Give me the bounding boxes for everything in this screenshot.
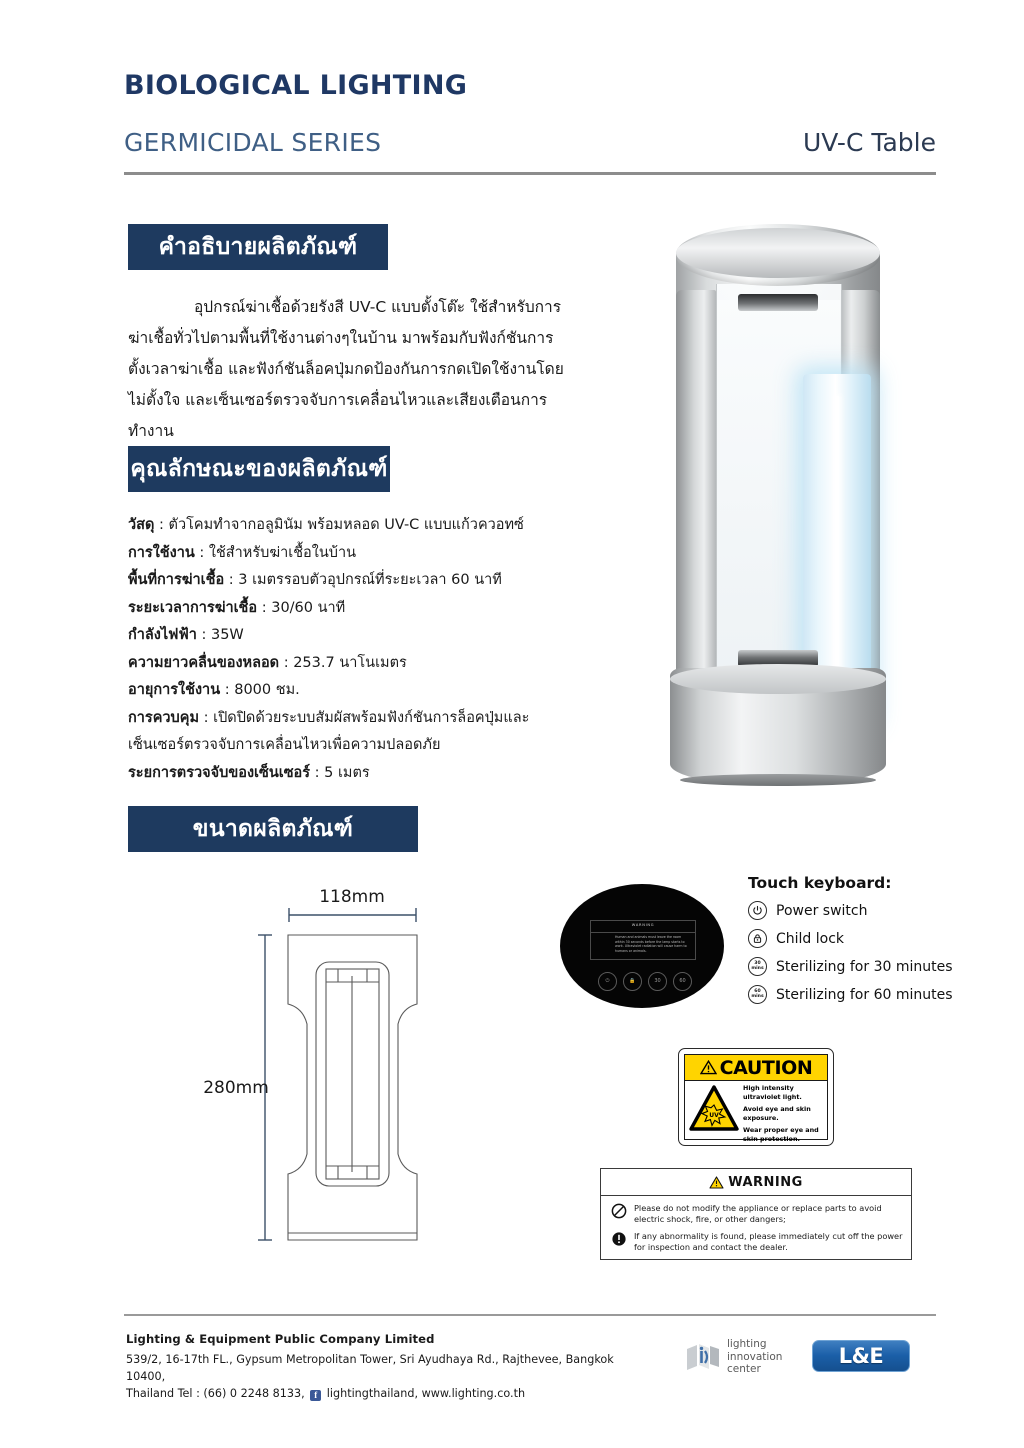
warning-triangle-icon <box>709 1176 724 1189</box>
panel-warning-title: WARNING <box>631 923 655 927</box>
lighting-innovation-center-logo <box>686 1338 782 1376</box>
feature-value: : ตัวโคมทำจากอลูมินัม พร้อมหลอด UV-C แบบแก้วควอทซ์ <box>154 517 524 533</box>
feature-value: : 35W <box>196 627 244 643</box>
width-label: 118mm <box>319 887 385 907</box>
touch-keyboard-row-timer-30 <box>748 957 953 976</box>
feature-label: ความยาวคลื่นของหลอด <box>128 654 280 671</box>
uv-tube-top-cap <box>738 294 818 311</box>
feature-item <box>128 677 578 705</box>
feature-value: : ใช้สำหรับฆ่าเชื้อในบ้าน <box>194 544 356 561</box>
series-subtitle: GERMICIDAL SERIES <box>124 128 382 157</box>
section-banner-features: คุณลักษณะของผลิตภัณฑ์ <box>128 446 390 492</box>
exclamation-icon <box>611 1231 627 1247</box>
panel-timer-60-button[interactable]: 60 <box>673 972 692 991</box>
model-name: UV-C Table <box>802 128 936 157</box>
feature-item <box>128 760 578 788</box>
warning-item-abnormality <box>611 1231 903 1252</box>
power-icon <box>748 901 767 920</box>
feature-item <box>128 540 578 568</box>
lamp-glass-window <box>716 284 842 682</box>
touch-keyboard-title: Touch keyboard: <box>748 874 892 892</box>
footer-social-web: lightingthailand, www.lighting.co.th <box>326 1387 526 1400</box>
lic-line-2: innovation <box>727 1350 783 1363</box>
touch-keyboard-row-child-lock <box>748 929 844 948</box>
panel-lock-button[interactable]: 🔒 <box>623 972 642 991</box>
warning-box <box>600 1168 912 1260</box>
footer-company-name: Lighting & Equipment Public Company Limited <box>126 1332 435 1346</box>
dimension-svg <box>176 884 466 1264</box>
footer-tel: Thailand Tel : (66) 0 2248 8133, <box>126 1387 305 1400</box>
feature-value: : เปิดปิดด้วยระบบสัมผัสพร้อมฟังก์ชันการล็อคปุ่มและเซ็นเซอร์ตรวจจับการเคลื่อนไหวเพื่อความปลอดภัย <box>128 709 530 753</box>
touch-keyboard-label: Sterilizing for 60 minutes <box>776 986 953 1003</box>
warning-item-text: If any abnormality is found, please immediately cut off the power for inspection and contact the dealer. <box>634 1231 903 1252</box>
feature-item <box>128 567 578 595</box>
uv-hazard-symbol <box>688 1083 740 1135</box>
caution-label <box>678 1048 834 1146</box>
prohibition-icon <box>611 1203 627 1219</box>
feature-item <box>128 595 578 623</box>
uv-tube-filament <box>836 396 839 696</box>
lic-wordmark <box>727 1338 782 1376</box>
feature-label: พื้นที่การฆ่าเชื้อ <box>128 572 225 588</box>
timer-60-icon <box>748 985 767 1004</box>
feature-label: การใช้งาน <box>128 544 195 561</box>
caution-line: Wear proper eye and skin protection. <box>743 1126 819 1143</box>
footer-address-line1: 539/2, 16-17th FL., Gypsum Metropolitan Tower, Sri Ayudhaya Rd., Rajthevee, Bangkok 10400, <box>126 1353 614 1383</box>
panel-timer-30-button[interactable]: 30 <box>648 972 667 991</box>
timer-60-glyph: 60 mins <box>751 988 764 999</box>
dimension-drawing <box>176 884 466 1264</box>
feature-label: วัสดุ <box>128 517 155 533</box>
page-title: BIOLOGICAL LIGHTING <box>124 70 468 101</box>
lamp-foot <box>680 774 876 786</box>
touch-keyboard-row-power <box>748 901 867 920</box>
description-paragraph: อุปกรณ์ฆ่าเชื้อด้วยรังสี UV-C แบบตั้งโต๊ะ ใช้สำหรับการฆ่าเชื้อทั่วไปตามพื้นที่ใช้งานต่างๆในบ้าน มาพร้อมกับฟังก์ชันการตั้งเวลาฆ่าเชื้อ และฟังก์ชันล็อคปุ่มกดป้องกันการกดเปิดใช้งานโดยไม่ตั้งใจ และเซ็นเซอร์ตรวจจับการเคลื่อนไหวและเสียงเตือนการทำงาน <box>128 298 564 440</box>
feature-label: ระยการตรวจจับของเซ็นเซอร์ <box>128 764 311 781</box>
touch-keyboard-row-timer-60 <box>748 985 953 1004</box>
timer-30-glyph: 30 mins <box>751 960 764 971</box>
height-label: 280mm <box>203 1078 269 1098</box>
lic-line-1: lighting <box>727 1338 767 1350</box>
section-banner-dimensions: ขนาดผลิตภัณฑ์ <box>128 806 418 852</box>
touch-keyboard-label: Child lock <box>776 930 845 947</box>
feature-value: : 253.7 นาโนเมตร <box>279 654 407 671</box>
panel-warning-box <box>590 920 696 960</box>
caution-heading: CAUTION <box>719 1056 813 1079</box>
section-banner-description: คำอธิบายผลิตภัณฑ์ <box>128 224 388 270</box>
feature-value: : 3 เมตรรอบตัวอุปกรณ์ที่ระยะเวลา 60 นาที <box>224 572 502 588</box>
feature-value: : 30/60 นาที <box>257 599 346 616</box>
touch-keyboard-label: Power switch <box>776 902 868 919</box>
timer-30-icon <box>748 957 767 976</box>
caution-triangle-icon <box>700 1060 717 1075</box>
uv-symbol-text: UV <box>709 1112 719 1119</box>
feature-item <box>128 622 578 650</box>
le-wordmark: L&E <box>838 1344 884 1368</box>
footer-divider <box>124 1314 936 1316</box>
lic-line-3: center <box>727 1363 761 1375</box>
touch-panel-photo <box>560 884 724 1008</box>
warning-item-text: Please do not modify the appliance or replace parts to avoid electric shock, fire, or other dangers; <box>634 1203 882 1224</box>
lamp-base-rim <box>670 664 886 694</box>
feature-label: การควบคุม <box>128 709 200 726</box>
warning-item-modify <box>611 1203 903 1224</box>
feature-value: : 5 เมตร <box>310 764 370 781</box>
caution-body <box>684 1080 828 1143</box>
feature-list <box>128 512 578 787</box>
touch-keyboard-label: Sterilizing for 30 minutes <box>776 958 953 975</box>
uvc-lamp-illustration <box>658 218 898 794</box>
caution-header <box>684 1054 828 1081</box>
le-logo <box>812 1340 910 1372</box>
feature-value: : 8000 ชม. <box>220 682 300 698</box>
panel-power-button[interactable]: ⏻ <box>598 972 617 991</box>
lamp-left-pillar <box>676 290 716 678</box>
warning-box-header <box>601 1169 911 1196</box>
footer-address <box>126 1351 646 1402</box>
product-outline <box>288 935 417 1240</box>
product-photo <box>632 218 922 798</box>
warning-box-heading: WARNING <box>728 1174 803 1190</box>
panel-warning-text: Human and animals must leave the room within 30 seconds before the lamp starts to work. Ultraviolet radiation will cause harm to humans or animals. <box>615 935 687 953</box>
feature-item <box>128 650 578 678</box>
feature-label: กำลังไฟฟ้า <box>128 627 197 643</box>
feature-item <box>128 705 578 760</box>
header-divider <box>124 172 936 175</box>
feature-item <box>128 512 578 540</box>
caution-line: Avoid eye and skin exposure. <box>743 1105 811 1122</box>
feature-label: ระยะเวลาการฆ่าเชื้อ <box>128 599 258 616</box>
lic-mark-icon <box>686 1342 720 1372</box>
feature-label: อายุการใช้งาน <box>128 682 221 698</box>
facebook-icon[interactable]: f <box>310 1390 321 1401</box>
lamp-top-ring <box>676 228 880 278</box>
caution-text-block <box>743 1084 823 1146</box>
caution-line: High intensity ultraviolet light. <box>743 1084 802 1101</box>
panel-warning-divider <box>591 932 695 933</box>
child-lock-icon <box>748 929 767 948</box>
